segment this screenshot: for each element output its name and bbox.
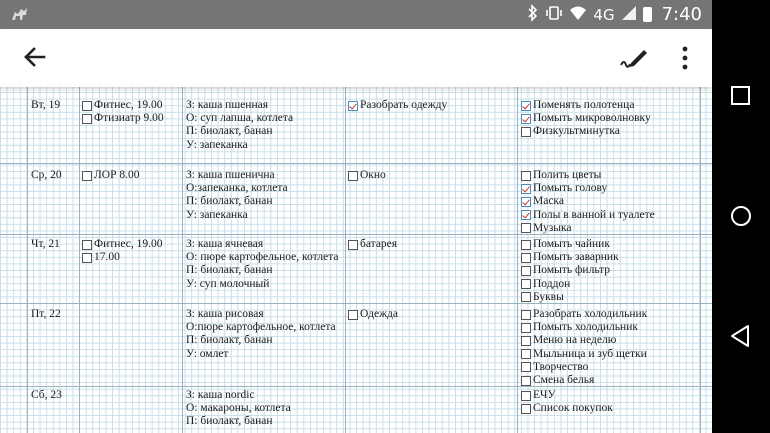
app-notification-icon xyxy=(10,6,30,26)
chores-cell xyxy=(348,169,386,182)
checkbox-unchecked[interactable] xyxy=(521,127,531,137)
wifi-icon xyxy=(569,5,587,25)
checkbox-unchecked[interactable] xyxy=(521,240,531,250)
meal-line: У: суп молочный xyxy=(186,277,270,290)
checkbox-unchecked[interactable] xyxy=(521,362,531,372)
task-item xyxy=(521,389,613,402)
meal-line: П: биолакт, банан xyxy=(186,334,273,347)
task-item xyxy=(521,238,619,251)
checklist-item-label: Список покупок xyxy=(533,402,613,415)
checklist-item-label: ЛОР 8.00 xyxy=(94,169,140,181)
day-label-text: Сб, 23 xyxy=(31,389,62,401)
meal-line: П: биолакт, банан xyxy=(186,264,273,277)
checklist-item-label: Полить цветы xyxy=(533,169,602,181)
meals-cell xyxy=(186,169,288,222)
checkbox-unchecked[interactable] xyxy=(348,240,358,250)
checkbox-unchecked[interactable] xyxy=(82,171,92,181)
tasks-cell xyxy=(521,238,619,304)
meal-line: П: биолакт, банан xyxy=(186,195,273,208)
checkbox-unchecked[interactable] xyxy=(521,404,531,414)
checkbox-unchecked[interactable] xyxy=(521,223,531,233)
status-bar xyxy=(0,0,712,29)
edit-pen-icon[interactable] xyxy=(618,43,650,73)
task-item xyxy=(521,251,619,264)
checkbox-unchecked[interactable] xyxy=(521,266,531,276)
task-item xyxy=(521,361,647,374)
meal-line: З: каша nordic xyxy=(186,389,255,401)
appointment-item xyxy=(82,251,163,264)
checkbox-checked[interactable] xyxy=(521,101,531,111)
appointments-cell xyxy=(82,169,140,182)
meal-line: З: каша пшенична xyxy=(186,169,275,181)
checklist-item-label: Окно xyxy=(360,169,386,181)
checklist-item-label: Фтизиатр 9.00 xyxy=(94,112,164,125)
checklist-item-label: Фитнес, 19.00 xyxy=(94,238,163,250)
tasks-cell xyxy=(521,308,647,387)
checklist-item-label: Помыть холодильник xyxy=(533,321,638,334)
battery-icon xyxy=(643,7,652,22)
navigation-bar xyxy=(712,0,770,433)
checkbox-checked[interactable] xyxy=(521,210,531,220)
chores-cell xyxy=(348,99,447,112)
checkbox-unchecked[interactable] xyxy=(521,391,531,401)
meals-cell xyxy=(186,99,293,152)
task-item xyxy=(521,125,651,138)
bluetooth-icon xyxy=(527,4,539,26)
appointment-item xyxy=(82,112,164,125)
task-item xyxy=(521,348,647,361)
meals-cell xyxy=(186,389,291,429)
checklist-item-label: Помыть фильтр xyxy=(533,264,611,277)
checkbox-unchecked[interactable] xyxy=(82,101,92,111)
checkbox-checked[interactable] xyxy=(521,184,531,194)
tasks-cell xyxy=(521,169,655,235)
day-label-text: Вт, 19 xyxy=(31,99,61,111)
checklist-item-label: Маска xyxy=(533,195,564,208)
day-label-text: Чт, 21 xyxy=(31,238,60,250)
clock: 7:40 xyxy=(661,4,702,25)
task-item xyxy=(521,209,655,222)
task-item xyxy=(521,308,647,321)
task-item xyxy=(521,264,619,277)
checklist-item-label: Смена белья xyxy=(533,373,595,386)
meal-line: З: каша пшенная xyxy=(186,99,268,111)
day-label xyxy=(31,308,61,321)
vibrate-icon xyxy=(545,5,563,25)
checklist-item-label: Меню на неделю xyxy=(533,334,617,347)
appointment-item xyxy=(82,169,140,182)
day-label xyxy=(31,99,60,112)
chore-item xyxy=(348,238,397,251)
meal-line: З: каша ячневая xyxy=(186,238,264,250)
app-bar xyxy=(0,29,712,87)
meal-line: З: каша рисовая xyxy=(186,308,264,320)
checkbox-checked[interactable] xyxy=(521,197,531,207)
tasks-cell xyxy=(521,389,613,415)
checklist-item-label: Поддон xyxy=(533,277,571,290)
checklist-item-label: Разобрать одежду xyxy=(360,99,448,111)
checkbox-unchecked[interactable] xyxy=(82,253,92,263)
chore-item xyxy=(348,169,386,182)
task-item xyxy=(521,222,655,235)
checkbox-unchecked[interactable] xyxy=(82,240,92,250)
meal-line: У: омлет xyxy=(186,347,229,360)
checkbox-unchecked[interactable] xyxy=(348,310,358,320)
task-item xyxy=(521,374,647,387)
checkbox-unchecked[interactable] xyxy=(521,376,531,386)
checklist-item-label: ЕЧУ xyxy=(533,389,556,401)
meal-line: У: запеканка xyxy=(186,208,248,221)
day-label xyxy=(31,389,62,402)
meal-line: О: пюре картофельное, котлета xyxy=(186,251,339,264)
task-item xyxy=(521,291,619,304)
task-item xyxy=(521,278,619,291)
planner-grid[interactable] xyxy=(0,87,712,433)
checkbox-checked[interactable] xyxy=(348,101,358,111)
meal-line: П: биолакт, банан xyxy=(186,125,273,138)
task-item xyxy=(521,112,651,125)
checklist-item-label: Помыть чайник xyxy=(533,238,610,250)
back-arrow-icon[interactable] xyxy=(20,42,50,72)
chore-item xyxy=(348,99,447,112)
checklist-item-label: Поменять полотенца xyxy=(533,99,635,111)
checklist-item-label: батарея xyxy=(360,238,398,250)
task-item xyxy=(521,334,647,347)
checklist-item-label: Творчество xyxy=(533,360,589,373)
chores-cell xyxy=(348,308,398,321)
checklist-item-label: Помыть микроволновку xyxy=(533,112,651,125)
checklist-item-label: Музыка xyxy=(533,221,572,234)
checkbox-unchecked[interactable] xyxy=(521,310,531,320)
checklist-item-label: 17.00 xyxy=(94,251,120,264)
signal-icon xyxy=(621,5,637,25)
day-label-text: Ср, 20 xyxy=(31,169,62,181)
checklist-item-label: Помыть голову xyxy=(533,182,608,195)
checkbox-unchecked[interactable] xyxy=(521,253,531,263)
chores-cell xyxy=(348,238,397,251)
task-item xyxy=(521,182,655,195)
day-label xyxy=(31,169,62,182)
more-vert-icon[interactable] xyxy=(675,44,695,72)
meals-cell xyxy=(186,238,338,291)
tasks-cell xyxy=(521,99,651,139)
appointments-cell xyxy=(82,99,164,125)
checklist-item-label: Физкультминутка xyxy=(533,125,620,138)
checkbox-unchecked[interactable] xyxy=(521,323,531,333)
meal-line: О: суп лапша, котлета xyxy=(186,112,294,125)
appointments-cell xyxy=(82,238,163,264)
task-item xyxy=(521,402,613,415)
meal-line: О:пюре картофельное, котлета xyxy=(186,321,336,334)
appointment-item xyxy=(82,238,163,251)
checklist-item-label: Помыть заварник xyxy=(533,251,619,264)
task-item xyxy=(521,321,647,334)
checklist-item-label: Фитнес, 19.00 xyxy=(94,99,163,111)
day-label-text: Пт, 22 xyxy=(31,308,61,320)
meal-line: П: биолакт, банан xyxy=(186,415,273,428)
checkbox-unchecked[interactable] xyxy=(521,336,531,346)
checkbox-unchecked[interactable] xyxy=(521,171,531,181)
meal-line: У: запеканка xyxy=(186,138,248,151)
checklist-item-label: Мыльница и зуб щетки xyxy=(533,347,647,360)
back-triangle-icon[interactable] xyxy=(726,321,756,351)
meals-cell xyxy=(186,308,336,361)
checkbox-unchecked[interactable] xyxy=(521,279,531,289)
checklist-item-label: Одежда xyxy=(360,308,399,320)
task-item xyxy=(521,169,655,182)
home-circle-icon[interactable] xyxy=(726,201,756,231)
task-item xyxy=(521,99,651,112)
checkbox-unchecked[interactable] xyxy=(521,292,531,302)
checkbox-unchecked[interactable] xyxy=(82,114,92,124)
checkbox-checked[interactable] xyxy=(521,114,531,124)
network-type: 4G xyxy=(593,5,615,24)
meal-line: О:запеканка, котлета xyxy=(186,182,288,195)
task-item xyxy=(521,195,655,208)
day-label xyxy=(31,238,60,251)
checklist-item-label: Полы в ванной и туалете xyxy=(533,208,655,221)
checkbox-unchecked[interactable] xyxy=(521,349,531,359)
chore-item xyxy=(348,308,398,321)
meal-line: О: макароны, котлета xyxy=(186,402,291,415)
checklist-item-label: Буквы xyxy=(533,290,564,303)
appointment-item xyxy=(82,99,164,112)
checkbox-unchecked[interactable] xyxy=(348,171,358,181)
checklist-item-label: Разобрать холодильник xyxy=(533,308,648,320)
recents-square-icon[interactable] xyxy=(726,81,756,111)
